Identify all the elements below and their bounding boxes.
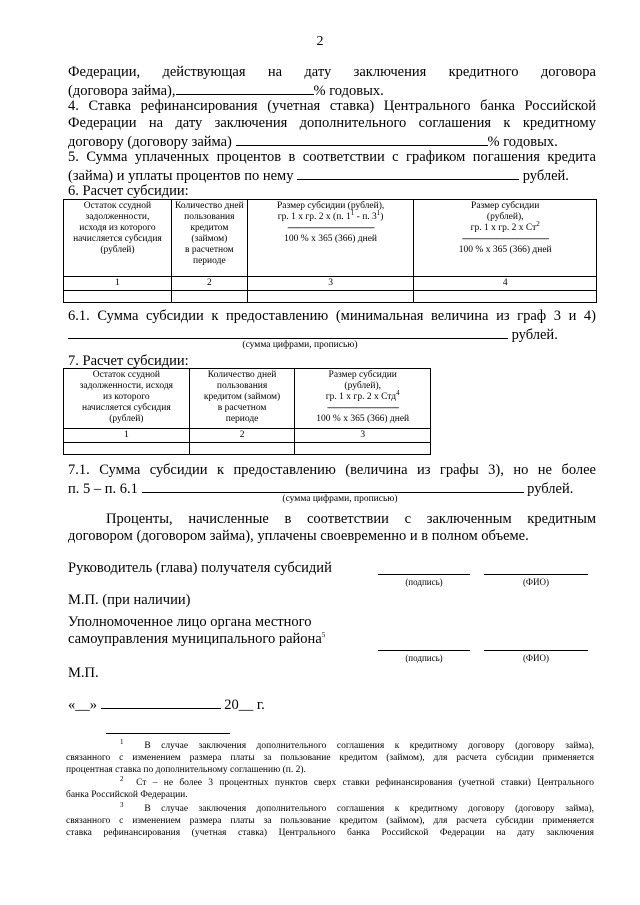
- footnote-2: $^2$ Ст – не более 3 процентных пунктов сверх ставки рефинансирования (учетной ставки) Центрального банка Российской Федерации.: [66, 774, 595, 800]
- table-number-row: [64, 277, 597, 291]
- official-fio-caption: (ФИО): [522, 653, 550, 663]
- table-cell-input[interactable]: [295, 443, 431, 455]
- p71-line1: 7.1. Сумма субсидии к предоставлению (величина из графы 3), но не более: [68, 462, 596, 478]
- col-number: 3: [247, 277, 414, 291]
- header-cell-subsidy-formula-2: Размер субсидии (рублей), гр. 1 х гр. 2 х $Ст^2$ ---------------------------------------- 100 % х 365 (366) дней: [414, 200, 597, 277]
- col-number: 1: [64, 277, 172, 291]
- table-cell-input[interactable]: [247, 291, 414, 303]
- date-line: «__» 20__ г.: [68, 697, 265, 713]
- date-blank[interactable]: [101, 695, 221, 709]
- statement-line2: договором (договором займа), уплачены своевременно и в полном объеме.: [68, 528, 529, 544]
- mp-stamp: М.П.: [68, 665, 99, 681]
- subsidy-table-7: [63, 368, 431, 455]
- head-label: Руководитель (глава) получателя субсидий: [68, 560, 332, 576]
- section-7-title: 7. Расчет субсидии:: [68, 353, 189, 369]
- subsidy-table-6: [63, 199, 597, 303]
- paid-interest-blank[interactable]: [297, 166, 519, 180]
- header-cell-days: Количество дней пользования кредитом (займом) в расчетном периоде: [171, 200, 247, 277]
- official-fio-line[interactable]: [484, 650, 588, 651]
- page-number: 2: [316, 34, 324, 49]
- table-cell-input[interactable]: [64, 291, 172, 303]
- header-cell-subsidy-formula: Размер субсидии (рублей), гр. 1 х гр. 2 х Стд$^4$ --------------------------------- 100 % х 365 (366) дней: [295, 369, 431, 429]
- p61-line1: 6.1. Сумма субсидии к предоставлению (минимальная величина из граф 3 и 4): [68, 308, 596, 324]
- table-cell-input[interactable]: [414, 291, 597, 303]
- header-cell-days: Количество дней пользования кредитом (займом) в расчетном периоде: [189, 369, 295, 429]
- p4-line2: Федерации на дату заключения дополнительного соглашения к кредитному: [68, 115, 596, 131]
- mp-optional: М.П. (при наличии): [68, 592, 191, 608]
- head-fio-caption: (ФИО): [522, 577, 550, 587]
- col-number: 3: [295, 429, 431, 443]
- footnote-1: $^1$ В случае заключения дополнительного соглашения к кредитному договору (договору займа), связанного с изменением размера платы за пользование кредитом (займом), для расчета субсидии применяется процентная ставка по дополнительному соглашению (п. 2).: [66, 737, 594, 775]
- refinancing-rate-blank[interactable]: [236, 132, 488, 146]
- official-sign-caption: (подпись): [405, 653, 443, 663]
- header-cell-balance: Остаток ссудной задолженности, исходя из которого начисляется субсидия (рублей): [64, 369, 190, 429]
- head-sign-caption: (подпись): [405, 577, 443, 587]
- header-cell-subsidy-formula-1: Размер субсидии (рублей), гр. 1 х гр. 2 х (п. $1^1$ - п. $3^1$) ---------------------------------------- 100 % х 365 (366) дней: [247, 200, 414, 277]
- section-6-title: 6. Расчет субсидии:: [68, 183, 189, 199]
- table-cell-input[interactable]: [64, 443, 190, 455]
- p3-line2: (договора займа), % годовых.: [68, 83, 384, 99]
- table-header-row: [64, 369, 431, 429]
- p4-line3: договору (договору займа) % годовых.: [68, 134, 558, 150]
- final-subsidy-blank[interactable]: [142, 479, 524, 493]
- col-number: 2: [189, 429, 295, 443]
- p5-line1: 5. Сумма уплаченных процентов в соответствии с графиком погашения кредита: [68, 149, 596, 165]
- table-data-row: [64, 443, 431, 455]
- col-number: 4: [414, 277, 597, 291]
- p71-caption: (сумма цифрами, прописью): [282, 494, 398, 504]
- p61-line2: рублей.: [68, 325, 596, 344]
- col-number: 2: [171, 277, 247, 291]
- footnote-3: $^3$ В случае заключения дополнительного соглашения к кредитному договору (договору займа), связанного с изменением размера платы за пользование кредитом (займом), для расчета субсидии применяется ставка рефинансирования (учетная ставка) Центрального банка Российской Федерации на дату заключения: [66, 800, 594, 838]
- table-data-row: [64, 291, 597, 303]
- header-cell-balance: Остаток ссудной задолженности, исходя из которого начисляется субсидия (рублей): [64, 200, 172, 277]
- rate-blank[interactable]: [176, 81, 314, 95]
- p5-line2: (займа) и уплаты процентов по нему рублей.: [68, 168, 569, 184]
- table-number-row: [64, 429, 431, 443]
- p61-caption: (сумма цифрами, прописью): [242, 340, 358, 350]
- official-line1: Уполномоченное лицо органа местного: [68, 614, 312, 630]
- head-signature-line[interactable]: [378, 574, 470, 575]
- table-header-row: [64, 200, 597, 277]
- subsidy-amount-blank[interactable]: [68, 325, 508, 339]
- table-cell-input[interactable]: [189, 443, 295, 455]
- head-fio-line[interactable]: [484, 574, 588, 575]
- col-number: 1: [64, 429, 190, 443]
- p3-line1: Федерации, действующая на дату заключения кредитного договора: [68, 64, 596, 80]
- p4-line1: 4. Ставка рефинансирования (учетная ставка) Центрального банка Российской: [68, 98, 596, 114]
- table-cell-input[interactable]: [171, 291, 247, 303]
- statement-line1: Проценты, начисленные в соответствии с заключенным кредитным: [106, 511, 596, 527]
- official-signature-line[interactable]: [378, 650, 470, 651]
- official-line2: самоуправления муниципального района$^5$: [68, 631, 326, 647]
- p71-line2: п. 5 – п. 6.1 рублей.: [68, 481, 574, 497]
- footnote-separator: [106, 733, 230, 734]
